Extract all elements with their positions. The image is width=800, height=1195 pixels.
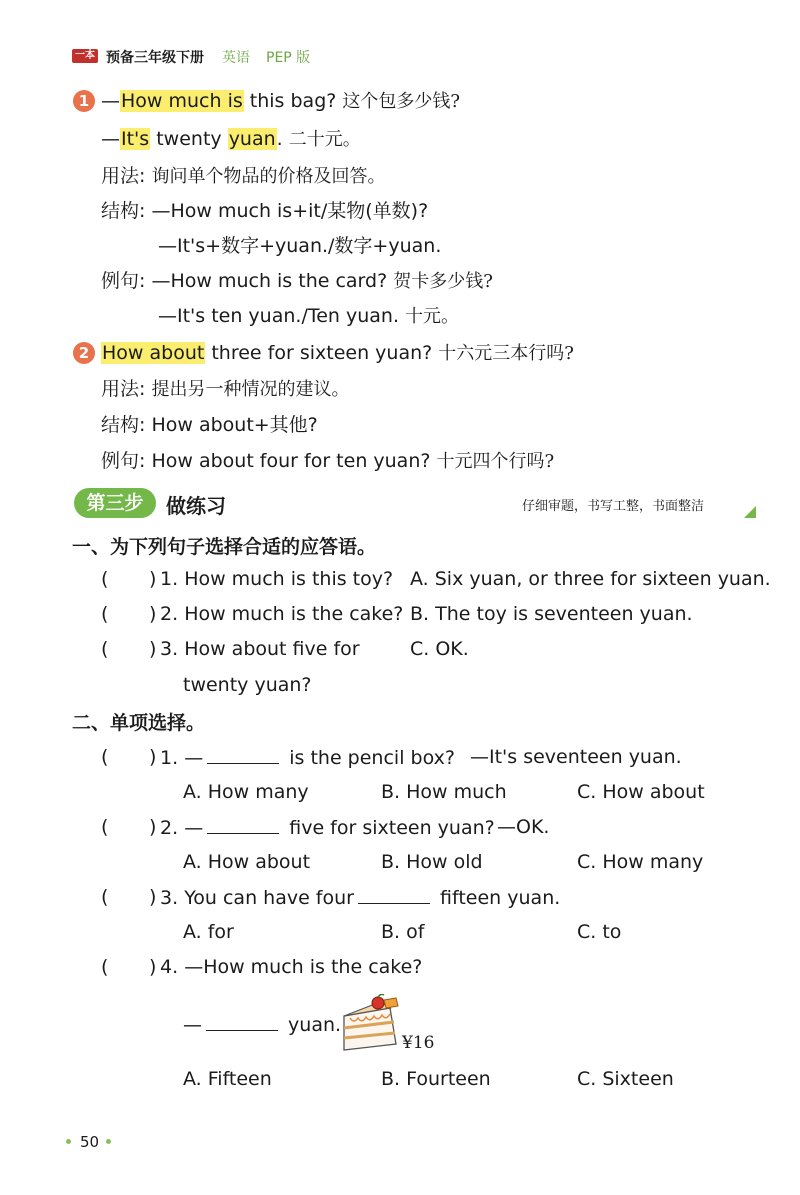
fill-blank[interactable] xyxy=(207,815,279,834)
answer-blank[interactable]: ) xyxy=(149,603,157,625)
point-1-example2: —It's ten yuan./Ten yuan. 十元。 xyxy=(158,305,460,327)
step-title: 做练习 xyxy=(166,494,226,518)
point-1-example: 例句: —How much is the card? 贺卡多少钱? xyxy=(101,270,493,292)
step-motto: 仔细审题，书写工整，书面整洁 xyxy=(522,499,705,514)
s1-q3: 3. How about five for xyxy=(160,638,360,660)
point-1-structure: 结构: —How much is+it/某物(单数)? xyxy=(101,200,429,222)
s1-c: C. OK. xyxy=(410,638,469,660)
answer-blank[interactable]: ) xyxy=(149,956,157,978)
highlight: How about xyxy=(102,342,205,364)
highlight: yuan xyxy=(228,128,276,150)
option-b: B. How much xyxy=(381,781,507,803)
footer-dot-icon xyxy=(66,1139,71,1144)
s2-q2: 2. — five for sixteen yuan? xyxy=(160,817,495,839)
point-1-line2: —It's twenty yuan. 二十元。 xyxy=(101,128,361,150)
point-2-structure: 结构: How about+其他? xyxy=(101,414,318,436)
option-c: C. to xyxy=(577,921,622,943)
point-1-structure2: —It's+数字+yuan./数字+yuan. xyxy=(158,235,442,257)
answer-blank[interactable]: ) xyxy=(149,568,157,590)
section-1-title: 一、为下列句子选择合适的应答语。 xyxy=(72,536,377,558)
answer-paren-open: ( xyxy=(101,816,109,838)
option-c: C. How many xyxy=(577,851,704,873)
option-b: B. How old xyxy=(381,851,483,873)
answer-paren-open: ( xyxy=(101,746,109,768)
point-1-line1: —How much is this bag? 这个包多少钱? xyxy=(101,90,461,112)
answer-paren-open: ( xyxy=(101,568,109,590)
s1-q1: 1. How much is this toy? xyxy=(160,568,394,590)
subject-label: 英语 xyxy=(222,50,250,66)
answer-paren-open: ( xyxy=(101,886,109,908)
section-2-title: 二、单项选择。 xyxy=(72,712,206,734)
s1-q2: 2. How much is the cake? xyxy=(160,603,404,625)
fill-blank[interactable] xyxy=(206,1012,278,1031)
s2-q4-answer: — yuan. xyxy=(183,1014,342,1036)
option-c: C. How about xyxy=(577,781,705,803)
option-a: A. for xyxy=(183,921,234,943)
answer-blank[interactable]: ) xyxy=(149,816,157,838)
point-2-badge: 2 xyxy=(73,342,95,364)
highlight: It's xyxy=(121,128,150,150)
option-a: A. How many xyxy=(183,781,309,803)
option-b: B. Fourteen xyxy=(381,1068,491,1090)
publisher-logo: 一本 xyxy=(72,49,98,63)
s1-q3-cont: twenty yuan? xyxy=(183,674,312,696)
answer-blank[interactable]: ) xyxy=(149,638,157,660)
s2-q2-reply: —OK. xyxy=(497,816,550,838)
option-b: B. of xyxy=(381,921,425,943)
s2-q4: 4. —How much is the cake? xyxy=(160,956,423,978)
footer-dot-icon xyxy=(106,1139,111,1144)
highlight: How much is xyxy=(121,90,243,112)
answer-blank[interactable]: ) xyxy=(149,746,157,768)
answer-blank[interactable]: ) xyxy=(149,886,157,908)
book-title: 预备三年级下册 xyxy=(106,50,204,66)
option-a: A. Fifteen xyxy=(183,1068,272,1090)
point-2-example: 例句: How about four for ten yuan? 十元四个行吗? xyxy=(101,450,555,472)
point-2-usage: 用法: 提出另一种情况的建议。 xyxy=(101,378,350,400)
fill-blank[interactable] xyxy=(207,745,279,764)
s2-q1-reply: —It's seventeen yuan. xyxy=(470,746,682,768)
step-badge: 第三步 xyxy=(74,488,156,518)
answer-paren-open: ( xyxy=(101,603,109,625)
edition-label: PEP 版 xyxy=(266,50,311,66)
answer-paren-open: ( xyxy=(101,956,109,978)
option-c: C. Sixteen xyxy=(577,1068,674,1090)
fill-blank[interactable] xyxy=(358,885,430,904)
cake-slice-icon xyxy=(340,994,402,1054)
motto-triangle-icon xyxy=(744,506,756,518)
page-number: 50 xyxy=(80,1133,100,1151)
cake-price: ¥16 xyxy=(402,1033,435,1053)
option-a: A. How about xyxy=(183,851,311,873)
s2-q3: 3. You can have four fifteen yuan. xyxy=(160,887,561,909)
s1-b: B. The toy is seventeen yuan. xyxy=(410,603,693,625)
s2-q1: 1. — is the pencil box? xyxy=(160,747,455,769)
point-1-usage: 用法: 询问单个物品的价格及回答。 xyxy=(101,165,386,187)
point-1-badge: 1 xyxy=(73,90,95,112)
answer-paren-open: ( xyxy=(101,638,109,660)
s1-a: A. Six yuan, or three for sixteen yuan. xyxy=(410,568,771,590)
point-2-line1: How about three for sixteen yuan? 十六元三本行吗? xyxy=(102,342,574,364)
